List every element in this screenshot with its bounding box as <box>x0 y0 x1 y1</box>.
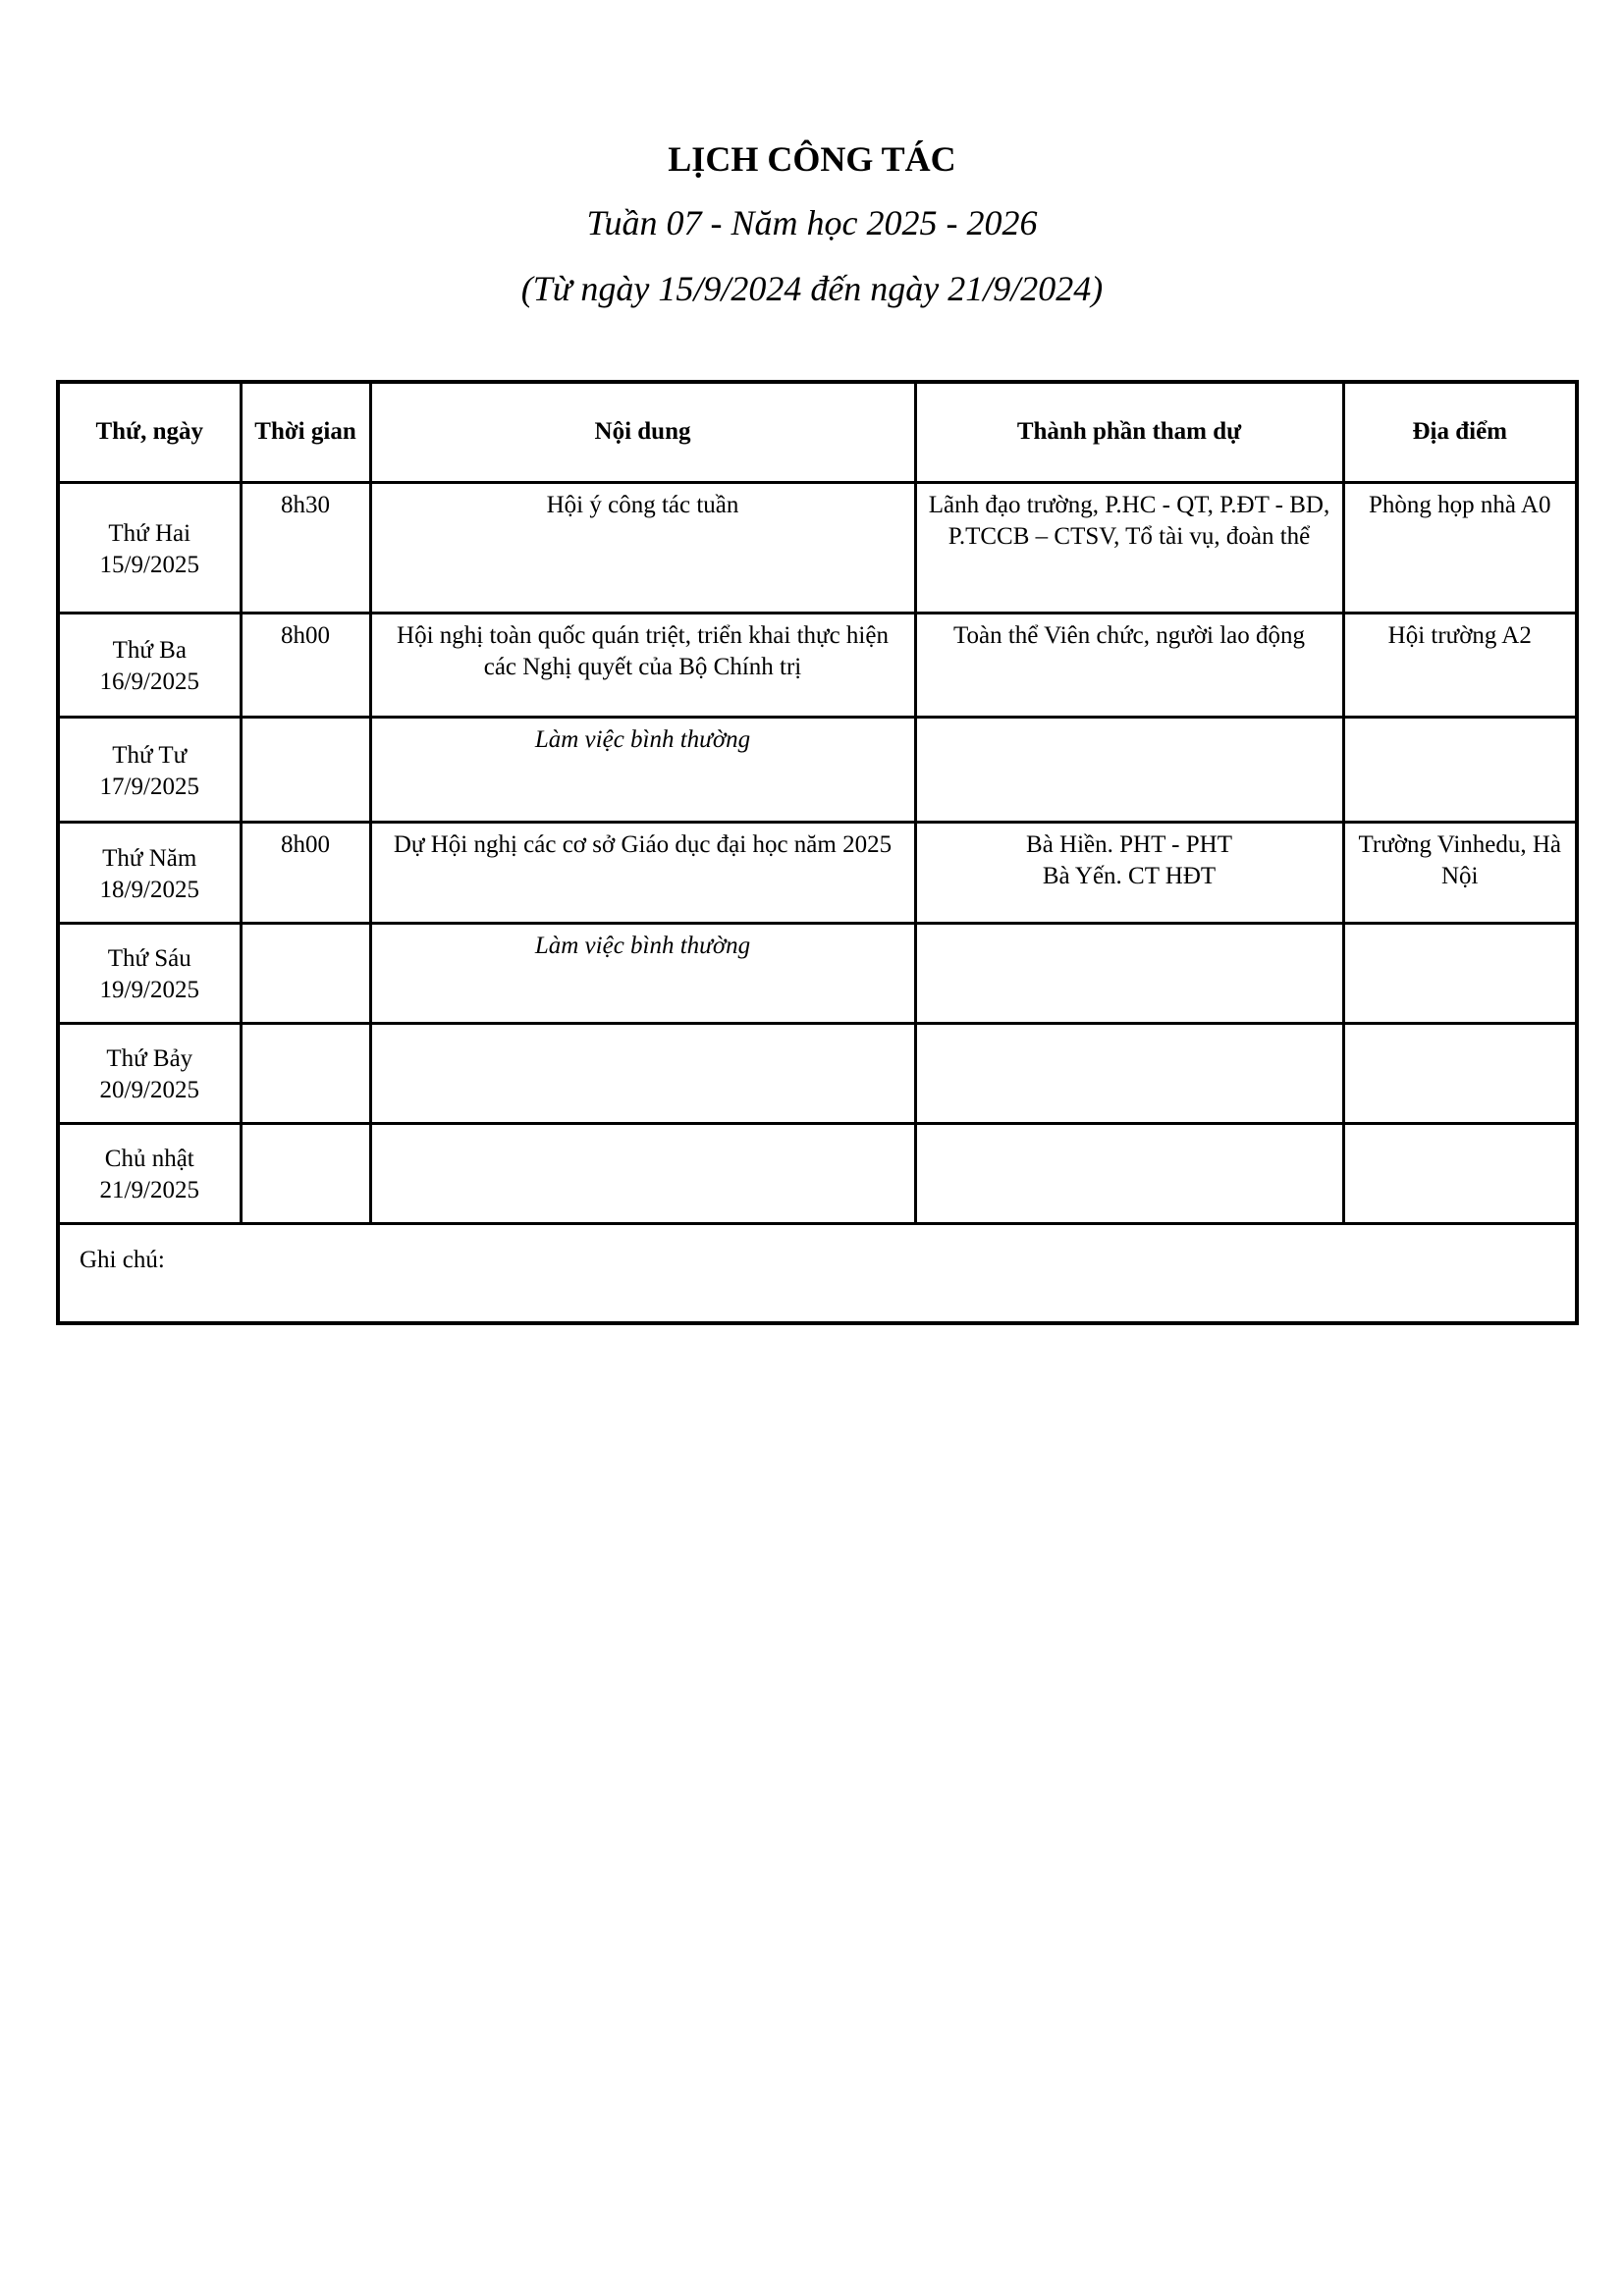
participants-cell <box>915 1023 1343 1123</box>
document-title: LỊCH CÔNG TÁC <box>668 139 956 179</box>
column-header-location: Địa điểm <box>1343 382 1577 482</box>
day-name: Thứ Tư <box>112 741 188 769</box>
time-cell: 8h00 <box>241 613 370 717</box>
column-header-participants: Thành phần tham dự <box>915 382 1343 482</box>
participants-cell <box>915 717 1343 822</box>
day-cell <box>58 717 241 822</box>
day-name: Thứ Hai <box>108 519 191 547</box>
content-cell: Hội nghị toàn quốc quán triệt, triển khai thực hiện các Nghị quyết của Bộ Chính trị <box>370 613 915 717</box>
location-cell: Trường Vinhedu, Hà Nội <box>1343 822 1577 923</box>
table-row <box>58 613 1577 717</box>
day-cell <box>58 482 241 613</box>
content-cell: Làm việc bình thường <box>370 923 915 1023</box>
day-cell <box>58 613 241 717</box>
time-cell: 8h00 <box>241 822 370 923</box>
table-row <box>58 1023 1577 1123</box>
participants-cell <box>915 822 1343 923</box>
day-date: 21/9/2025 <box>99 1177 199 1203</box>
location-cell: Phòng họp nhà A0 <box>1343 482 1577 613</box>
table-row <box>58 1123 1577 1223</box>
participants-cell: Toàn thể Viên chức, người lao động <box>915 613 1343 717</box>
participant-line: Bà Yến. CT HĐT <box>1042 862 1217 889</box>
location-cell <box>1343 1023 1577 1123</box>
participants-cell: Lãnh đạo trường, P.HC - QT, P.ĐT - BD, P.TCCB – CTSV, Tổ tài vụ, đoàn thể <box>915 482 1343 613</box>
column-header-time: Thời gian <box>241 382 370 482</box>
column-header-content: Nội dung <box>370 382 915 482</box>
day-date: 19/9/2025 <box>99 977 199 1003</box>
time-cell <box>241 717 370 822</box>
location-cell <box>1343 717 1577 822</box>
column-header-day: Thứ, ngày <box>58 382 241 482</box>
table-row <box>58 717 1577 822</box>
date-range-subtitle: (Từ ngày 15/9/2024 đến ngày 21/9/2024) <box>520 269 1104 308</box>
day-date: 17/9/2025 <box>99 773 199 800</box>
location-cell: Hội trường A2 <box>1343 613 1577 717</box>
week-subtitle: Tuần 07 - Năm học 2025 - 2026 <box>586 203 1038 242</box>
participants-cell <box>915 1123 1343 1223</box>
day-cell <box>58 822 241 923</box>
content-cell: Hội ý công tác tuần <box>370 482 915 613</box>
time-cell: 8h30 <box>241 482 370 613</box>
participants-cell <box>915 923 1343 1023</box>
day-name: Thứ Ba <box>112 637 187 664</box>
content-cell <box>370 1023 915 1123</box>
table-row <box>58 822 1577 923</box>
table-row <box>58 482 1577 613</box>
day-cell <box>58 1123 241 1223</box>
table-row <box>58 923 1577 1023</box>
time-cell <box>241 1023 370 1123</box>
table-header-row <box>58 382 1577 482</box>
day-name: Thứ Năm <box>102 844 197 872</box>
day-cell <box>58 923 241 1023</box>
day-name: Thứ Bảy <box>106 1045 193 1072</box>
content-cell: Dự Hội nghị các cơ sở Giáo dục đại học năm 2025 <box>370 822 915 923</box>
content-cell <box>370 1123 915 1223</box>
day-date: 18/9/2025 <box>99 876 199 903</box>
schedule-table <box>56 380 1579 1325</box>
content-cell: Làm việc bình thường <box>370 717 915 822</box>
day-date: 16/9/2025 <box>99 668 199 695</box>
location-cell <box>1343 923 1577 1023</box>
day-date: 20/9/2025 <box>99 1077 199 1103</box>
day-name: Chủ nhật <box>104 1146 194 1172</box>
time-cell <box>241 923 370 1023</box>
day-cell <box>58 1023 241 1123</box>
day-date: 15/9/2025 <box>99 551 199 578</box>
location-cell <box>1343 1123 1577 1223</box>
day-name: Thứ Sáu <box>107 945 191 972</box>
participant-line: Bà Hiền. PHT - PHT <box>1026 830 1232 858</box>
note-row <box>58 1223 1577 1323</box>
time-cell <box>241 1123 370 1223</box>
note-cell: Ghi chú: <box>58 1223 1577 1323</box>
